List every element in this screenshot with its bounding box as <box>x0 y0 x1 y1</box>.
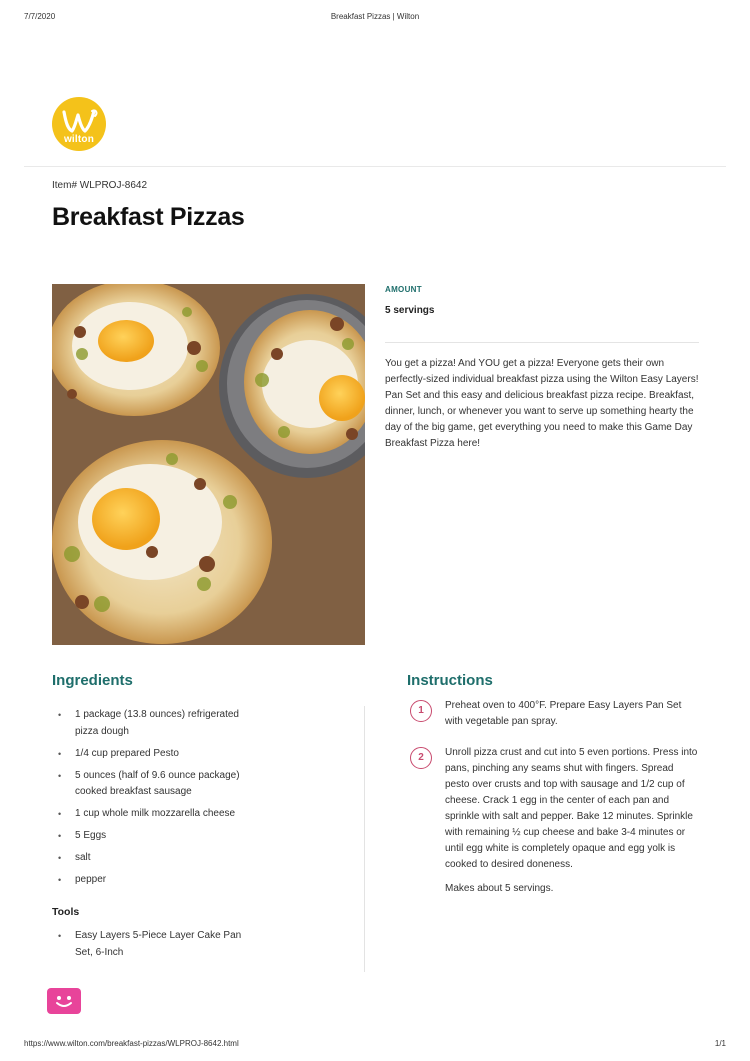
ingredient-item: • 5 Eggs <box>52 828 242 845</box>
step-text: Unroll pizza crust and cut into 5 even portions. Press into pans, pinching any seams shut with fingers. Spread pesto over crusts and top with sausage and 1/2 cup of cheese. Crack 1 egg in the center of each pan and sprinkle with salt and pepper. Bake 12 minutes. Sprinkle with remaining ½ cup cheese and bake 3-4 minutes or until egg white is completely opaque and egg yolk is cooked to desired doneness. <box>445 747 698 870</box>
logo-wordmark: wilton <box>63 134 95 145</box>
print-header <box>24 12 726 24</box>
ingredient-item: • 5 ounces (half of 9.6 ounce package) cooked breakfast sausage <box>52 768 242 801</box>
ingredients-list <box>52 707 242 894</box>
ingredient-item: • 1 package (13.8 ounces) refrigerated pizza dough <box>52 707 242 740</box>
step-number-badge: 1 <box>410 700 432 722</box>
recipe-photo <box>52 284 365 645</box>
ingredient-item: • 1 cup whole milk mozzarella cheese <box>52 806 242 823</box>
page-title: Breakfast Pizzas <box>52 203 245 231</box>
instructions-heading: Instructions <box>407 672 493 689</box>
amount-divider <box>385 342 699 343</box>
tools-list <box>52 928 242 961</box>
ingredient-item: • 1/4 cup prepared Pesto <box>52 746 242 763</box>
print-url: https://www.wilton.com/breakfast-pizzas/WLPROJ-8642.html <box>24 1039 239 1048</box>
amount-value: 5 servings <box>385 305 435 316</box>
recipe-description: You get a pizza! And YOU get a pizza! Everyone gets their own perfectly-sized individual breakfast pizza using the Wilton Easy Layers! Pan Set and this easy and delicious breakfast pizza recipe. Breakfast, dinner, lunch, or whenever you want to serve up something hearty the day of the big game, get everything you need to make this Game Day Breakfast Pizza here! <box>385 358 699 449</box>
chat-widget-button[interactable] <box>47 988 81 1014</box>
wilton-logo[interactable] <box>52 97 106 151</box>
ingredient-item: • salt <box>52 850 242 867</box>
print-page-title: Breakfast Pizzas | Wilton <box>330 12 420 21</box>
header-divider <box>24 166 726 167</box>
item-number: Item# WLPROJ-8642 <box>52 180 148 191</box>
ingredient-item: • pepper <box>52 872 242 889</box>
ingredients-heading: Ingredients <box>52 672 133 689</box>
tool-item[interactable]: • Easy Layers 5-Piece Layer Cake Pan Set, 6-Inch <box>52 928 242 961</box>
column-divider <box>364 706 365 972</box>
yield-note: Makes about 5 servings. <box>445 883 554 894</box>
amount-label: AMOUNT <box>385 285 422 294</box>
step-number-badge: 2 <box>410 747 432 769</box>
step-text: Preheat oven to 400°F. Prepare Easy Layers Pan Set with vegetable pan spray. <box>445 700 682 727</box>
tools-heading: Tools <box>52 906 80 918</box>
smiley-chat-icon <box>47 988 81 1014</box>
print-page-number: 1/1 <box>714 1039 726 1048</box>
print-date: 7/7/2020 <box>24 12 56 21</box>
food-photo-icon <box>52 284 365 645</box>
